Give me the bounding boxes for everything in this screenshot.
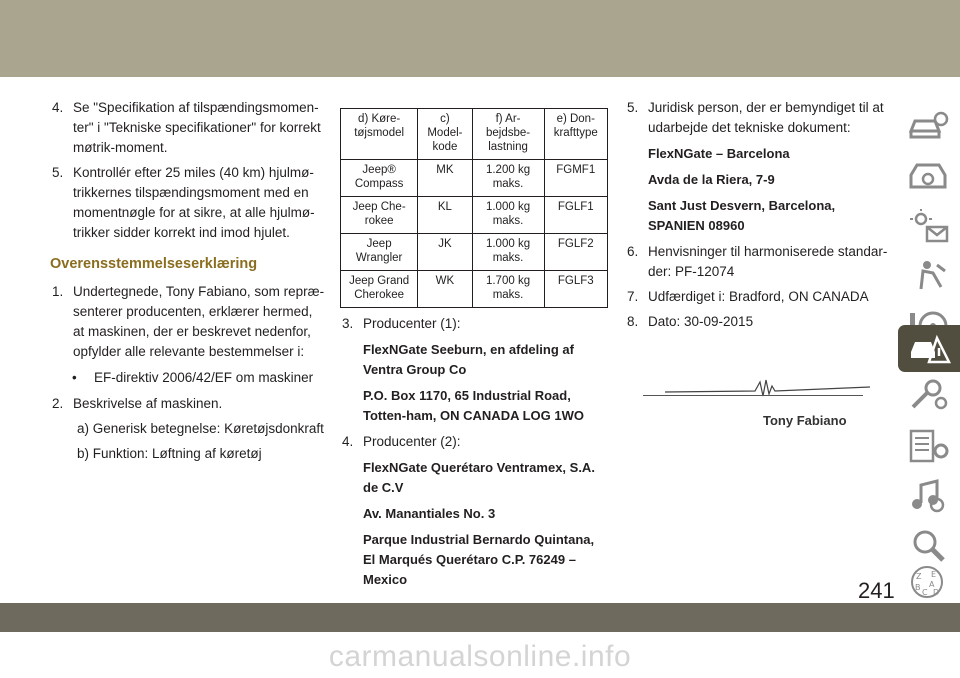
signature-block [635,320,880,485]
table-header-cell: d) Køre-tøjsmodel [341,109,418,160]
specifications-icon [907,429,951,463]
table-header-row [341,109,608,160]
warning-lights-icon [907,209,951,243]
car-emergency-icon [907,332,951,366]
table-cell: FGMF1 [544,160,608,197]
item-text: Henvisninger til harmoniserede standar-der: PF-12074 [648,244,888,279]
list-item: 2. Beskrivelse af maskinen. [52,396,223,411]
table-cell: FGLF1 [544,197,608,234]
item-text: Kontrollér efter 25 miles (40 km) hjulmø-trikkernes tilspændingsmoment med en momentnøgle for at sikre, at alle hjulmø-trikker sidder korrekt ind imod hjulet. [73,165,315,240]
header-band [0,0,960,77]
table-row [341,160,608,197]
signature-name: Tony Fabiano [763,413,847,428]
tab-warning-lights[interactable] [898,202,960,249]
list-item: 3. Producenter (1): [342,316,461,331]
legal-entity-address-2: Sant Just Desvern, Barcelona, SPANIEN 08960 [648,198,836,233]
tab-index[interactable] [898,562,960,602]
tab-service-maintenance[interactable] [898,372,960,419]
item-text: Udfærdiget i: Bradford, ON CANADA [648,289,869,304]
footer-band [0,603,960,632]
index-icon [907,565,951,599]
service-maintenance-icon [907,379,951,413]
legal-entity-name: FlexNGate – Barcelona [648,146,790,161]
table-cell: Jeep Grand Cherokee [341,271,418,308]
item-text: Producenter (2): [363,434,461,449]
car-info-icon [907,109,951,143]
table-cell: 1.200 kg maks. [472,160,544,197]
search-icon [907,529,951,563]
list-item: 6. Henvisninger til harmoniserede standar-der: PF-12074 [627,244,888,279]
svg-text:A: A [929,580,935,589]
jack-table [340,108,608,308]
svg-text:D: D [933,588,940,597]
watermark: carmanualsonline.info [328,640,632,673]
tab-airbag-seat[interactable] [898,252,960,299]
table-cell: 1.000 kg maks. [472,234,544,271]
multimedia-icon [907,479,951,513]
tab-specifications[interactable] [898,422,960,469]
table-cell: MK [418,160,472,197]
item-text: Producenter (1): [363,316,461,331]
airbag-seat-icon [907,259,951,293]
item-text: Beskrivelse af maskinen. [73,396,223,411]
tab-multimedia[interactable] [898,472,960,519]
svg-text:B: B [915,583,921,592]
list-item: 4. Se "Specifikation af tilspændingsmomen-ter" i "Tekniske specifikationer" for korrekt møtrik-moment. [52,100,321,155]
table-cell: Jeep Wrangler [341,234,418,271]
table-cell: 1.700 kg maks. [472,271,544,308]
car-dashboard-icon [907,159,951,193]
section-heading: Overensstemmelseserklæring [50,256,258,272]
tab-car-info[interactable] [898,102,960,149]
manufacturer-2-address-2: Parque Industrial Bernardo Quintana, El Marqués Querétaro C.P. 76249 – Mexico [363,532,595,587]
item-text: Dato: 30-09-2015 [648,314,754,329]
table-cell: JK [418,234,472,271]
table-cell: Jeep® Compass [341,160,418,197]
page-number: 241 [858,578,895,603]
right-column [625,98,893,337]
table-cell: FGLF2 [544,234,608,271]
table-cell: 1.000 kg maks. [472,197,544,234]
middle-column [340,108,610,596]
bullet-item: • EF-direktiv 2006/42/EF om maskiner [72,368,325,388]
tab-car-dashboard[interactable] [898,152,960,199]
list-item: 8. Dato: 30-09-2015 [627,314,754,329]
sub-item: a) Generisk betegnelse: Køretøjsdonkraft [77,421,324,436]
table-cell: KL [418,197,472,234]
svg-text:C: C [922,588,928,597]
left-column [50,98,325,469]
table-header-cell: f) Ar-bejdsbe-lastning [472,109,544,160]
list-item: 5. Kontrollér efter 25 miles (40 km) hjulmø-trikkernes tilspændingsmoment med en momentnøgle for at sikre, at alle hjulmø-trikker sidder korrekt ind imod hjulet. [52,165,315,240]
list-item: 4. Producenter (2): [342,434,461,449]
signature-line [643,395,863,396]
table-header-cell: e) Don-krafttype [544,109,608,160]
svg-text:E: E [931,570,937,579]
list-item: 7. Udfærdiget i: Bradford, ON CANADA [627,289,869,304]
tab-car-emergency[interactable] [898,325,960,372]
manufacturer-2-name: FlexNGate Querétaro Ventramex, S.A. de C.V [363,460,595,495]
table-row [341,197,608,234]
manufacturer-1-address: P.O. Box 1170, 65 Industrial Road, Totten-ham, ON CANADA LOG 1WO [363,388,584,423]
list-item: 5. Juridisk person, der er bemyndiget til at udarbejde det tekniske dokument: [627,100,884,135]
table-row [341,271,608,308]
table-cell: Jeep Che-rokee [341,197,418,234]
svg-text:Z: Z [916,572,922,581]
legal-entity-address-1: Avda de la Riera, 7-9 [648,172,775,187]
table-header-cell: c) Model-kode [418,109,472,160]
list-item: 1. Undertegnede, Tony Fabiano, som repræ-senterer producenten, erklærer hermed, at maskinen, der er beskrevet nedenfor, opfylder alle relevante bestemmelser i: [52,284,325,359]
item-text: Juridisk person, der er bemyndiget til at udarbejde det tekniske dokument: [648,100,884,135]
table-cell: FGLF3 [544,271,608,308]
item-text: Se "Specifikation af tilspændingsmomen-ter" i "Tekniske specifikationer" for korrekt møtrik-moment. [73,100,321,155]
bullet-icon: • [72,370,77,385]
manufacturer-1-name: FlexNGate Seeburn, en afdeling af Ventra Group Co [363,342,574,377]
table-row [341,234,608,271]
sub-item: b) Funktion: Løftning af køretøj [77,446,262,461]
item-text: Undertegnede, Tony Fabiano, som repræ-senterer producenten, erklærer hermed, at maskinen, der er beskrevet nedenfor, opfylder alle relevante bestemmelser i: [73,284,325,359]
table-cell: WK [418,271,472,308]
manufacturer-2-address-1: Av. Manantiales No. 3 [363,506,496,521]
